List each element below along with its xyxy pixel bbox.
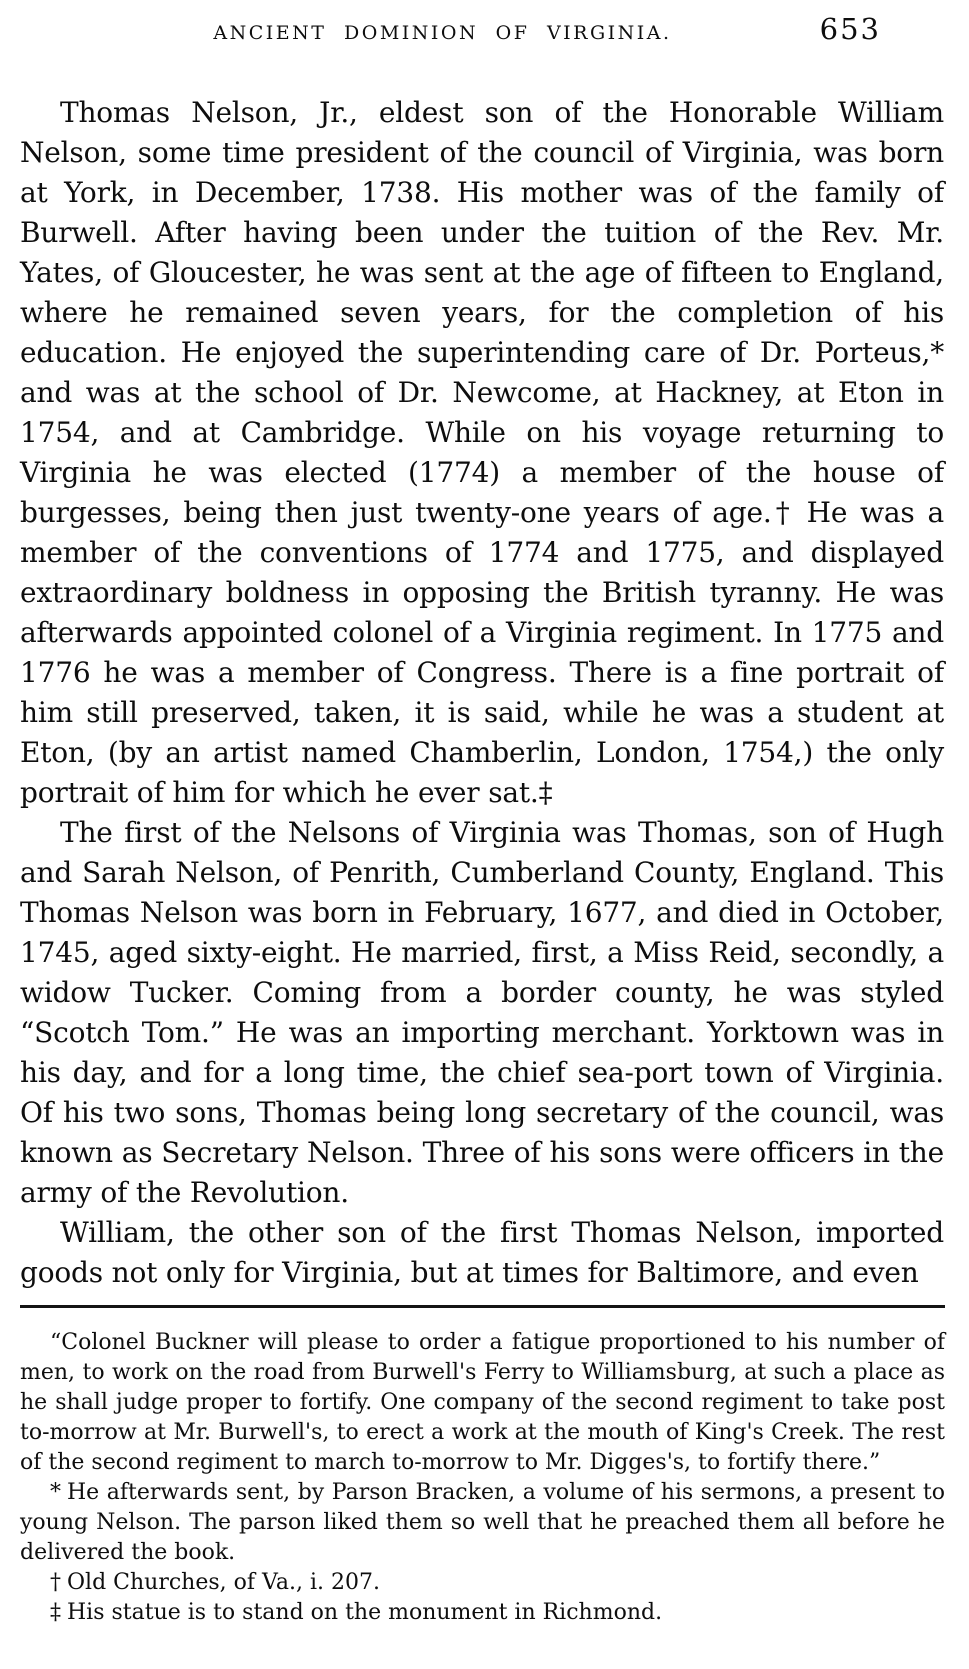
dagger-marker: † bbox=[50, 1570, 61, 1595]
footnote-double-dagger bbox=[20, 1598, 945, 1628]
double-dagger-marker: ‡ bbox=[50, 1600, 61, 1625]
footnotes bbox=[20, 1328, 945, 1628]
paragraph-first-nelsons: The first of the Nelsons of Virginia was Thomas, son of Hugh and Sarah Nelson, of Penrith, Cumberland County, England. This Thomas Nelson was born in February, 1677, and died in October, 1745, aged sixty-eight. He married, first, a Miss Reid, secondly, a widow Tucker. Coming from a border county, he was styled “Scotch Tom.” He was an importing merchant. Yorktown was in his day, and for a long time, the chief sea-port town of Virginia. Of his two sons, Thomas being long secretary of the council, was known as Secretary Nelson. Three of his sons were officers in the army of the Revolution. bbox=[20, 816, 944, 1209]
footnote-dagger bbox=[20, 1568, 945, 1598]
running-title: ANCIENT DOMINION OF VIRGINIA. bbox=[213, 22, 672, 44]
footnote-buckner-quote bbox=[20, 1328, 945, 1478]
footnote-rule bbox=[20, 1305, 945, 1308]
footnote-asterisk bbox=[20, 1478, 945, 1568]
footnote-text: Old Churches, of Va., i. 207. bbox=[67, 1570, 380, 1595]
asterisk-marker: * bbox=[50, 1480, 61, 1505]
footnote-area bbox=[20, 1305, 945, 1628]
footnote-text: His statue is to stand on the monument in Richmond. bbox=[67, 1600, 663, 1625]
paragraph-william-nelson: William, the other son of the first Thomas Nelson, imported goods not only for Virginia, but at times for Baltimore, and even bbox=[20, 1216, 944, 1289]
body-text bbox=[20, 93, 944, 1293]
footnote-text: He afterwards sent, by Parson Bracken, a volume of his sermons, a present to young Nelson. The parson liked them so well that he preached them all before he delivered the book. bbox=[20, 1480, 945, 1565]
page-number: 653 bbox=[819, 12, 881, 46]
footnote-text: “Colonel Buckner will please to order a fatigue proportioned to his number of men, to work on the road from Burwell's Ferry to Williamsburg, at such a place as he shall judge proper to fortify. One company of the second regiment to take post to-morrow at Mr. Burwell's, to erect a work at the mouth of King's Creek. The rest of the second regiment to march to-morrow to Mr. Digges's, to fortify there.” bbox=[20, 1330, 945, 1475]
page-header bbox=[0, 0, 969, 70]
paragraph-thomas-nelson-jr: Thomas Nelson, Jr., eldest son of the Honorable William Nelson, some time president of the council of Virginia, was born at York, in December, 1738. His mother was of the family of Burwell. After having been under the tuition of the Rev. Mr. Yates, of Gloucester, he was sent at the age of fifteen to England, where he remained seven years, for the completion of his education. He enjoyed the superintending care of Dr. Porteus,* and was at the school of Dr. Newcome, at Hackney, at Eton in 1754, and at Cambridge. While on his voyage returning to Virginia he was elected (1774) a member of the house of burgesses, being then just twenty-one years of age.† He was a member of the conventions of 1774 and 1775, and displayed extraordinary boldness in opposing the British tyranny. He was afterwards appointed colonel of a Virginia regiment. In 1775 and 1776 he was a member of Congress. There is a fine portrait of him still preserved, taken, it is said, while he was a student at Eton, (by an artist named Chamberlin, London, 1754,) the only portrait of him for which he ever sat.‡ bbox=[20, 96, 944, 809]
